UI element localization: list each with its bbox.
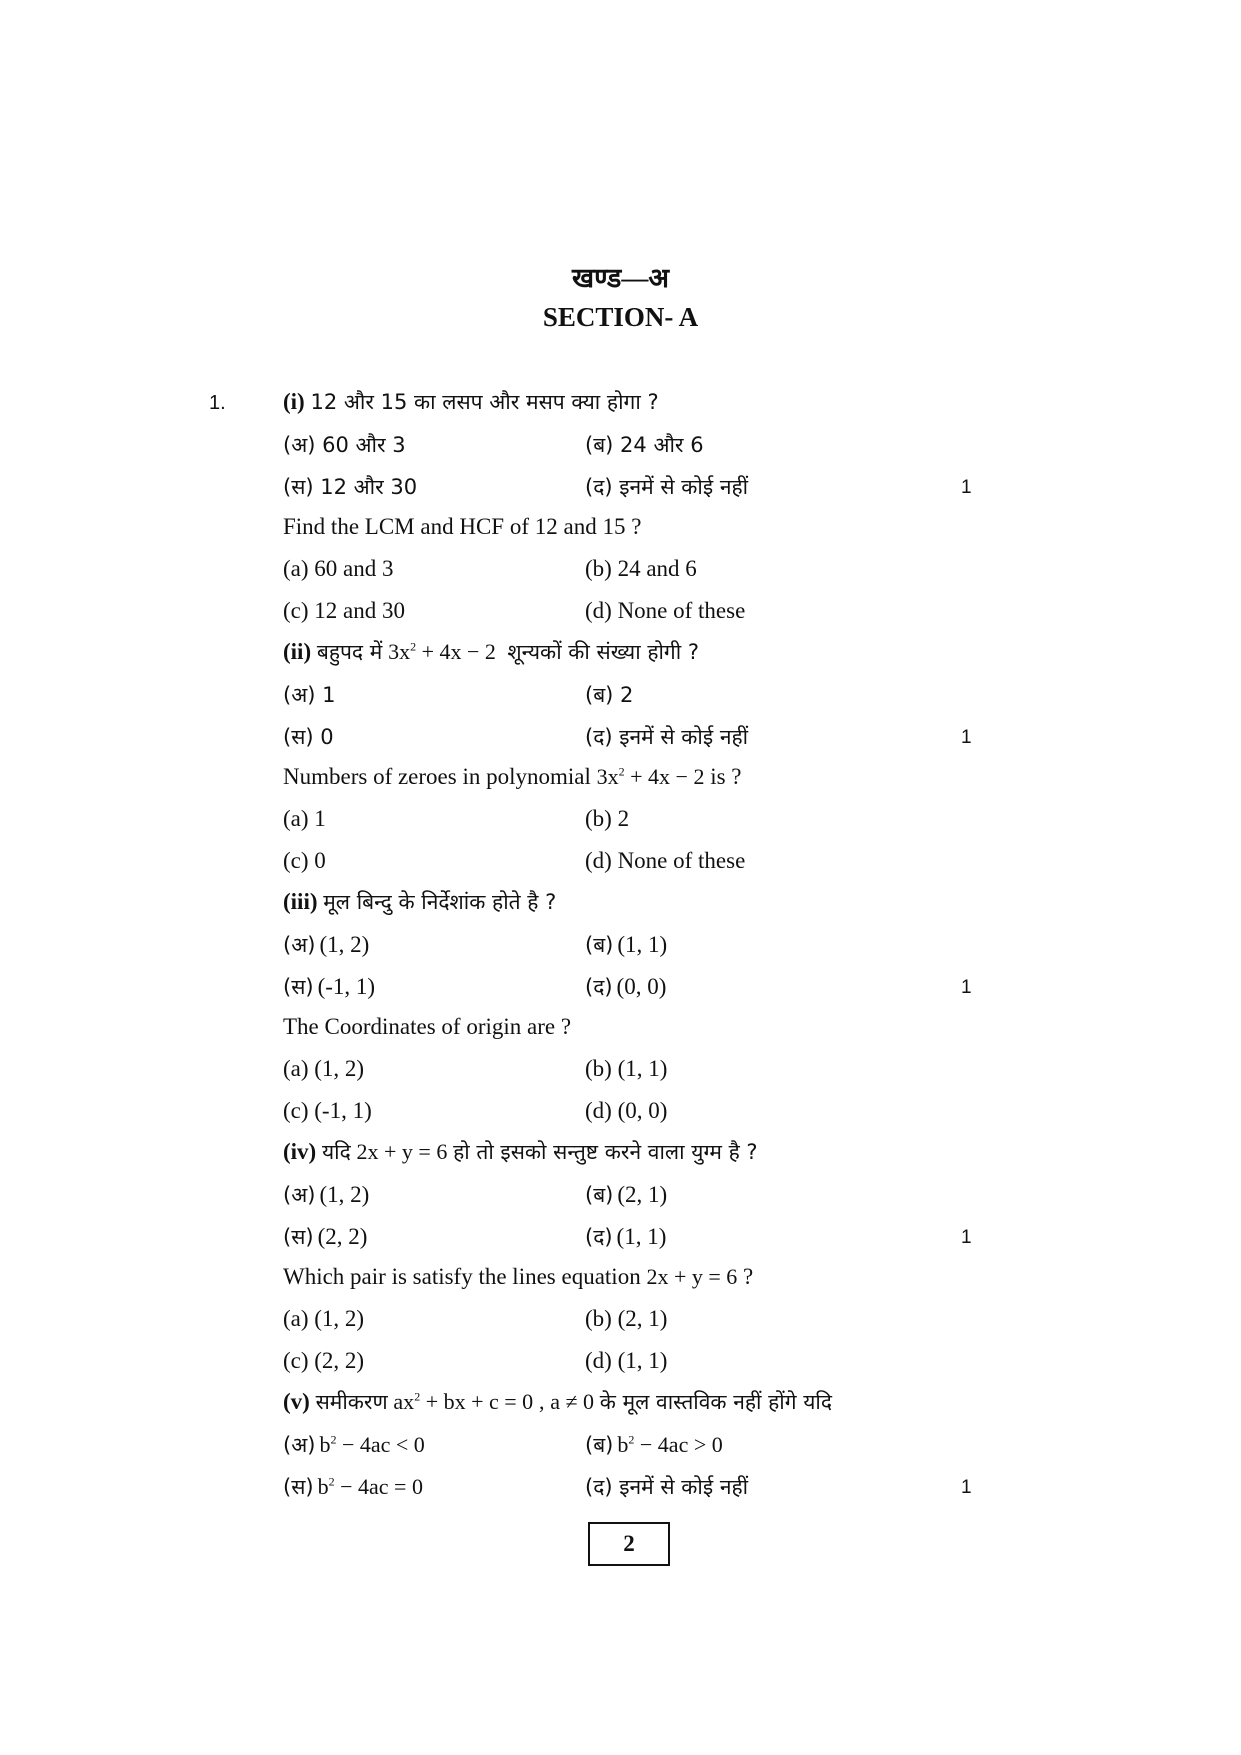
option-label: (ब)	[585, 933, 614, 957]
q3-en-option-a: (a) (1, 2)	[283, 1056, 365, 1081]
q5-hindi-pre: समीकरण	[315, 1390, 388, 1414]
option-label: (स)	[283, 1475, 314, 1499]
q5-hi-option-b	[585, 1431, 723, 1459]
q4-en-pre: Which pair is satisfy the lines equation	[283, 1264, 641, 1289]
q2-en-option-a: (a) 1	[283, 806, 326, 831]
q1-label: (i)	[283, 389, 305, 414]
option-value: (0, 0)	[616, 974, 667, 999]
option-value: (2, 1)	[617, 1182, 668, 1207]
q2-en-polynomial	[597, 764, 705, 789]
q4-hi-option-b	[585, 1181, 667, 1209]
q2-hindi-pre: बहुपद में	[316, 640, 383, 664]
eq-term: ax	[393, 1389, 415, 1414]
q3-en-option-c: (c) (-1, 1)	[283, 1098, 372, 1123]
option-label: (स)	[283, 975, 314, 999]
q3-en-option-b: (b) (1, 1)	[585, 1056, 668, 1081]
poly-exponent: 2	[618, 764, 625, 779]
option-value	[318, 1474, 423, 1499]
q4-en-option-a: (a) (1, 2)	[283, 1306, 365, 1331]
q2-label: (ii)	[283, 639, 312, 664]
disc-rest: − 4ac = 0	[334, 1474, 423, 1499]
q3-hi-option-a	[283, 931, 369, 959]
q1-hi-option-b: (ब) 24 और 6	[585, 433, 704, 457]
option-value: (1, 1)	[617, 932, 668, 957]
q5-equation	[393, 1389, 533, 1414]
q4-hindi-question	[283, 1138, 758, 1166]
q2-en-question	[283, 764, 742, 790]
q5-hi-option-a	[283, 1431, 425, 1459]
eq-exponent: 2	[414, 1389, 421, 1404]
disc-exp: 2	[328, 1474, 335, 1489]
q4-equation: 2x + y = 6	[356, 1139, 448, 1164]
option-value: (-1, 1)	[317, 974, 376, 999]
disc-exp: 2	[330, 1432, 337, 1447]
q3-hindi-text: मूल बिन्दु के निर्देशांक होते है ?	[323, 890, 557, 914]
poly-exponent: 2	[410, 639, 417, 654]
disc-b: b	[317, 1474, 329, 1499]
option-value	[319, 1432, 424, 1457]
q4-hi-option-c	[283, 1223, 367, 1251]
q2-hindi-post: शून्यकों की संख्या होगी ?	[507, 640, 699, 664]
q2-hi-option-b: (ब) 2	[585, 683, 634, 707]
q4-en-option-c: (c) (2, 2)	[283, 1348, 365, 1373]
option-label: (ब)	[585, 1433, 614, 1457]
marks-q5: 1	[961, 1477, 972, 1498]
q4-en-equation: 2x + y = 6	[646, 1264, 738, 1289]
q1-en-option-c: (c) 12 and 30	[283, 598, 405, 623]
question-number: 1.	[209, 392, 226, 414]
q5-label: (v)	[283, 1389, 310, 1414]
q4-en-option-b: (b) (2, 1)	[585, 1306, 668, 1331]
marks-q4: 1	[961, 1227, 972, 1248]
marks-q3: 1	[961, 977, 972, 998]
q4-hi-option-d	[585, 1223, 666, 1251]
q3-en-question: The Coordinates of origin are ?	[283, 1014, 572, 1039]
option-label: (ब)	[585, 1183, 614, 1207]
poly-term: 3x	[596, 764, 619, 789]
q3-en-option-d: (d) (0, 0)	[585, 1098, 668, 1123]
option-label: (स)	[283, 1225, 314, 1249]
q2-hi-option-d: (द) इनमें से कोई नहीं	[585, 725, 749, 749]
q2-hindi-question	[283, 638, 699, 666]
q1-hindi-question	[283, 388, 659, 416]
q5-separator: ,	[538, 1389, 545, 1414]
q1-hi-option-a: (अ) 60 और 3	[283, 433, 406, 457]
q2-en-post: is ?	[710, 764, 742, 789]
q4-label: (iv)	[283, 1139, 317, 1164]
q4-en-option-d: (d) (1, 1)	[585, 1348, 668, 1373]
section-title-hindi: खण्ड—अ	[572, 263, 669, 293]
option-label: (अ)	[283, 1433, 316, 1457]
q3-hindi-question	[283, 888, 556, 916]
q3-hi-option-d	[585, 973, 666, 1001]
option-label: (अ)	[283, 933, 316, 957]
option-value	[617, 1432, 722, 1457]
disc-b: b	[319, 1432, 331, 1457]
poly-rest: + 4x − 2	[416, 639, 496, 664]
option-value: (1, 1)	[616, 1224, 667, 1249]
q1-en-option-b: (b) 24 and 6	[585, 556, 697, 581]
q2-hi-option-c: (स) 0	[283, 725, 334, 749]
disc-exp: 2	[628, 1432, 635, 1447]
q1-hi-option-d: (द) इनमें से कोई नहीं	[585, 475, 749, 499]
q2-en-option-c: (c) 0	[283, 848, 326, 873]
q1-hi-option-c: (स) 12 और 30	[283, 475, 418, 499]
disc-rest: − 4ac > 0	[634, 1432, 723, 1457]
q5-hi-option-c	[283, 1473, 423, 1501]
q5-hindi-post: के मूल वास्तविक नहीं होंगे यदि	[599, 1390, 833, 1414]
q4-en-question	[283, 1264, 753, 1290]
q2-polynomial	[388, 639, 496, 664]
q5-hi-option-d: (द) इनमें से कोई नहीं	[585, 1475, 749, 1499]
q3-hi-option-b	[585, 931, 667, 959]
q4-hi-option-a	[283, 1181, 369, 1209]
q5-hindi-question	[283, 1388, 832, 1416]
q2-en-option-b: (b) 2	[585, 806, 630, 831]
option-value: (1, 2)	[319, 1182, 370, 1207]
disc-rest: − 4ac < 0	[336, 1432, 425, 1457]
option-label: (द)	[585, 975, 613, 999]
marks-q1: 1	[961, 477, 972, 498]
q1-en-option-d: (d) None of these	[585, 598, 746, 623]
option-label: (अ)	[283, 1183, 316, 1207]
q4-hindi-post: हो तो इसको सन्तुष्ट करने वाला युग्म है ?	[453, 1140, 758, 1164]
section-title-english: SECTION- A	[542, 302, 699, 332]
eq-rest: + bx + c = 0	[420, 1389, 534, 1414]
q1-hindi-text: 12 और 15 का लसप और मसप क्या होगा ?	[310, 390, 659, 414]
q4-hindi-pre: यदि	[321, 1140, 351, 1164]
q2-hi-option-a: (अ) 1	[283, 683, 336, 707]
option-value: (2, 2)	[317, 1224, 368, 1249]
poly-rest: + 4x − 2	[624, 764, 705, 789]
q2-en-pre: Numbers of zeroes in polynomial	[283, 764, 591, 789]
option-value: (1, 2)	[319, 932, 370, 957]
disc-b: b	[617, 1432, 629, 1457]
q3-hi-option-c	[283, 973, 375, 1001]
option-label: (द)	[585, 1225, 613, 1249]
q1-en-option-a: (a) 60 and 3	[283, 556, 394, 581]
q1-en-question: Find the LCM and HCF of 12 and 15 ?	[283, 514, 642, 539]
q3-label: (iii)	[283, 889, 318, 914]
q4-en-post: ?	[743, 1264, 754, 1289]
q5-condition: a ≠ 0	[550, 1389, 595, 1414]
q2-en-option-d: (d) None of these	[585, 848, 746, 873]
marks-q2: 1	[961, 727, 972, 748]
poly-term: 3x	[388, 639, 411, 664]
page-number: 2	[588, 1522, 670, 1566]
